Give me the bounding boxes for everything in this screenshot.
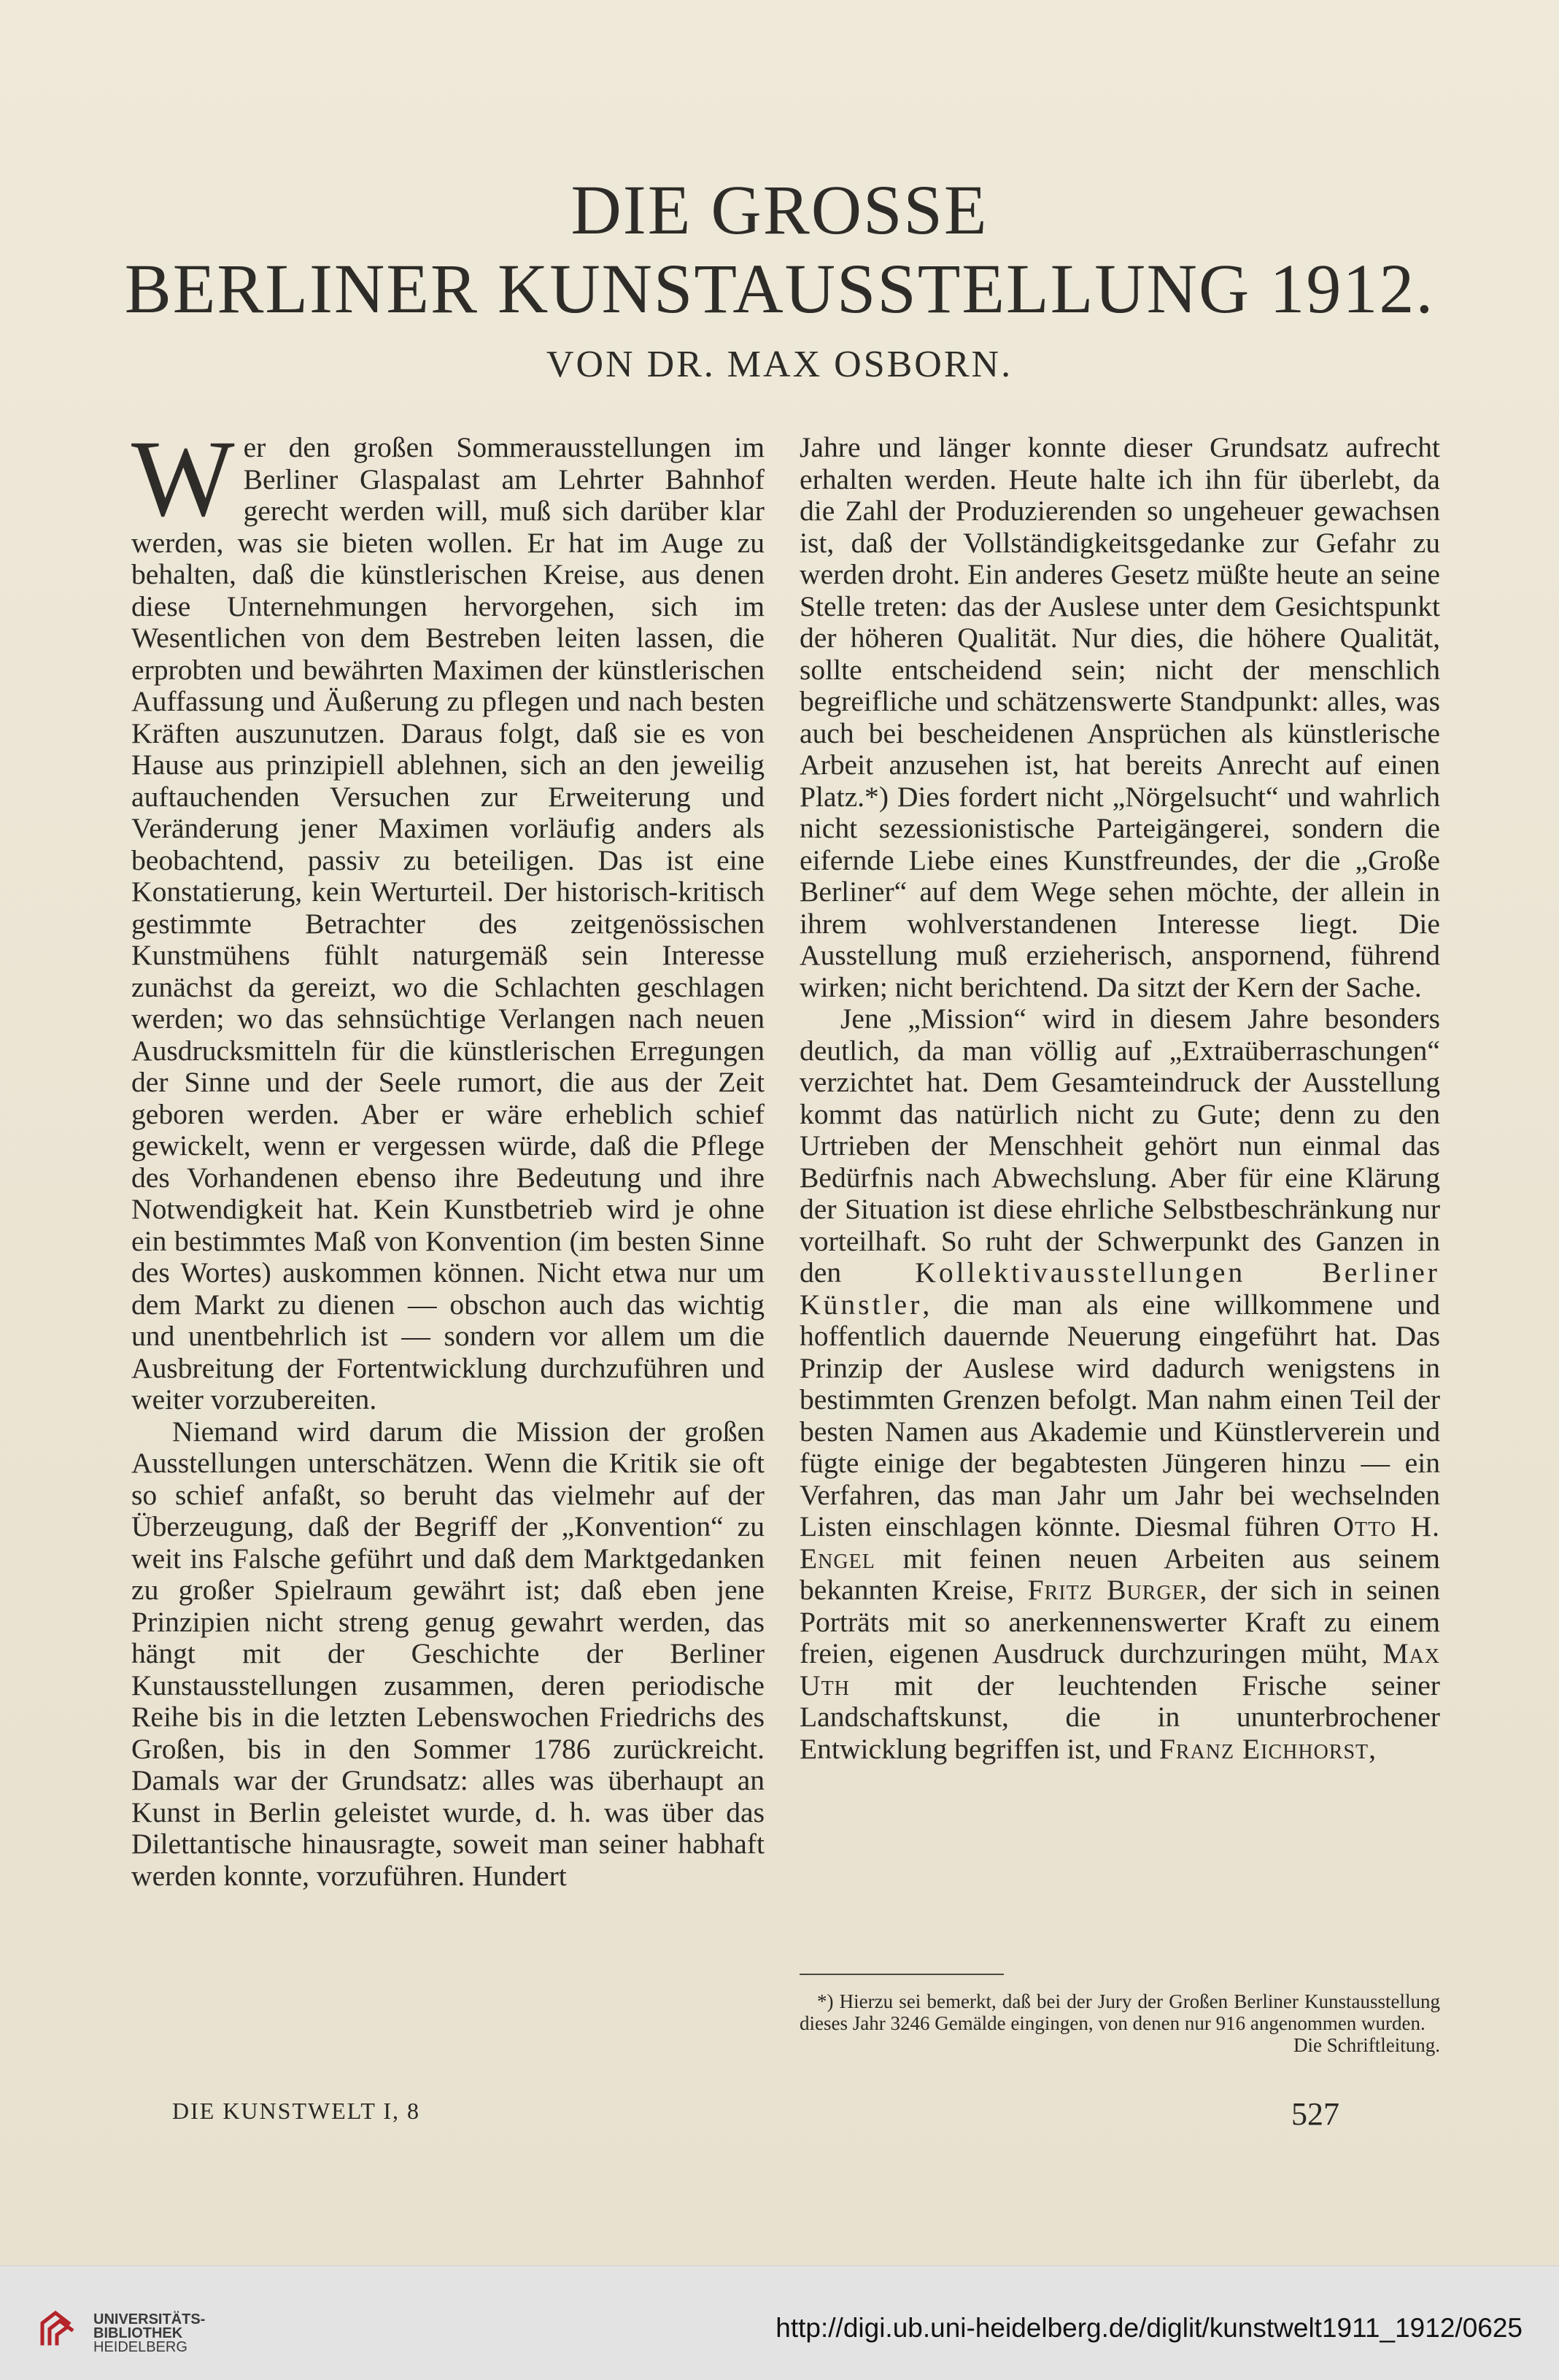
left-column <box>131 418 765 1892</box>
footnote-signature: Die Schriftleitung. <box>1293 2034 1440 2056</box>
right-column <box>800 432 1440 1765</box>
footnote-rule <box>800 1974 1004 1975</box>
paragraph-text: mit der leuchtenden Frische seiner Landschaftskunst, die in ununterbrochener Entwicklung begriffen ist, und <box>800 1669 1440 1765</box>
artist-name: Fritz Burger <box>1027 1574 1200 1606</box>
running-footer: DIE KUNSTWELT I, 8 <box>172 2098 420 2124</box>
spaced-emphasis: Kollektivausstellungen Berliner Künstler <box>800 1256 1440 1321</box>
library-name-line: BIBLIOTHEK <box>93 2325 183 2341</box>
page-number: 527 <box>1291 2096 1339 2132</box>
library-name-line: HEIDELBERG <box>93 2339 187 2355</box>
footnote <box>800 1990 1440 2056</box>
paragraph <box>800 1003 1440 1765</box>
paragraph-text: , der sich in seinen Porträts mit so anerkennenswerter Kraft zu einem freien, eigenen Ausdruck durchzuringen müht, <box>800 1574 1440 1669</box>
library-name[interactable] <box>93 2313 205 2354</box>
article-title-line1: DIE GROSSE <box>570 171 989 249</box>
article-title-line2: BERLINER KUNSTAUSSTELLUNG 1912. <box>124 250 1435 328</box>
library-name-line: UNIVERSITÄTS- <box>93 2311 206 2327</box>
artist-name: Max Uth <box>800 1637 1440 1701</box>
permalink-url[interactable]: http://digi.ub.uni-heidelberg.de/diglit/kunstwelt1911_1912/0625 <box>775 2313 1523 2343</box>
paragraph <box>131 418 765 1416</box>
artist-name: Otto H. Engel <box>800 1510 1440 1575</box>
paragraph-text: Jene „Mission“ wird in diesem Jahre besonders deutlich, da man völlig auf „Extraüberraschungen“ verzichtet hat. Dem Gesamteindruck der Ausstellung kommt das natürlich nicht zu Gute; denn zu den Urtrieben der Menschheit gehört nun einmal das Bedürfnis nach Abwechslung. Aber für eine Klärung der Situation ist diese ehrliche Selbstbeschränkung nur vorteilhaft. So ruht der Schwerpunkt des Ganzen in den <box>800 1002 1440 1288</box>
paragraph-text: mit feinen neuen Arbeiten aus seinem bekannten Kreise, <box>800 1542 1440 1606</box>
paragraph-text: , <box>1369 1732 1377 1765</box>
ub-heidelberg-logo-icon[interactable] <box>35 2307 79 2351</box>
paragraph: Niemand wird darum die Mission der großen Ausstellungen unterschätzen. Wenn die Kritik sie oft so schief anfaßt, so beruht das vielmehr auf der Überzeugung, daß der Begriff der „Konvention“ zu weit ins Falsche geführt und daß dem Marktgedanken zu großer Spielraum gewährt ist; daß eben jene Prinzipien nicht streng genug gewahrt werden, das hängt mit der Geschichte der Berliner Kunstausstellungen zusammen, deren periodische Reihe bis in die letzten Lebenswochen Friedrichs des Großen, bis in den Sommer 1786 zurückreicht. Damals war der Grundsatz: alles was überhaupt an Kunst in Berlin geleistet wurde, d. h. was über das Dilettantische hinausragte, soweit man seiner habhaft werden konnte, vorzuführen. Hundert <box>131 1415 765 1892</box>
paragraph: Jahre und länger konnte dieser Grundsatz aufrecht erhalten werden. Heute halte ich ihn für überlebt, da die Zahl der Produzierenden so ungeheuer gewachsen ist, daß der Vollständigkeitsgedanke zur Gefahr zu werden droht. Ein anderes Gesetz müßte heute an seine Stelle treten: das der Auslese unter dem Gesichtspunkt der höheren Qualität. Nur dies, die höhere Qualität, sollte entscheidend sein; nicht der menschlich begreifliche und schätzenswerte Standpunkt: alles, was auch bei bescheidenen Ansprüchen als künstlerische Arbeit anzusehen ist, hat bereits Anrecht auf einen Platz.*) Dies fordert nicht „Nörgelsucht“ und wahrlich nicht sezessionistische Parteigängerei, sondern die eifernde Liebe eines Kunstfreundes, der die „Große Berliner“ auf dem Wege sehen möchte, der allein in ihrem wohlverstandenen Interesse liegt. Die Ausstellung muß erzieherisch, anspornend, führend wirken; nicht berichtend. Da sitzt der Kern der Sache. <box>800 431 1440 1003</box>
footnote-text: *) Hierzu sei bemerkt, daß bei der Jury der Großen Berliner Kunstausstellung dieses Jahr 3246 Gemälde eingingen, von denen nur 916 angenommen wurden. <box>800 1990 1440 2034</box>
artist-name: Franz Eichhorst <box>1158 1732 1369 1765</box>
paragraph-text: er den großen Sommerausstellungen im Berliner Glaspalast am Lehrter Bahnhof gerecht werden will, muß sich darüber klar werden, was sie bieten wollen. Er hat im Auge zu behalten, daß die künstlerischen Kreise, aus denen diese Unternehmungen hervorgehen, sich im Wesentlichen von dem Bestreben leiten lassen, die erprobten und bewährten Maximen der künstlerischen Auffassung und Äußerung zu pflegen und nach besten Kräften auszunutzen. Daraus folgt, daß sie es von Hause aus prinzipiell ablehnen, sich an den jeweilig auftauchenden Versuchen zur Erweiterung und Veränderung jener Maximen vorläufig anders als beobachtend, passiv zu beteiligen. Das ist eine Konstatierung, kein Werturteil. Der historisch-kritisch gestimmte Betrachter des zeitgenössischen Kunstmühens fühlt naturgemäß sein Interesse zunächst da gereizt, wo die Schlachten geschlagen werden; wo das sehnsüchtige Verlangen nach neuen Ausdrucksmitteln für die künstlerischen Erregungen der Sinne und der Seele rumort, die aus der Zeit geboren werden. Aber er wäre erheblich schief gewickelt, wenn er vergessen würde, daß die Pflege des Vorhandenen ebenso ihre Bedeutung und ihre Notwendigkeit hat. Kein Kunstbetrieb wird je ohne ein bestimmtes Maß von Konvention (im besten Sinne des Wortes) auskommen können. Nicht etwa nur um dem Markt zu dienen — obschon auch das wichtig und unentbehrlich ist — sondern vor allem um die Ausbreitung der Fortentwicklung durchzuführen und weiter vorzubereiten. <box>131 431 765 1415</box>
paragraph-text: , die man als eine willkommene und hoffentlich dauernde Neuerung eingeführt hat. Das Prinzip der Auslese wird dadurch wenigstens in bestimmten Grenzen befolgt. Man nahm einen Teil der besten Namen aus Akademie und Künstlerverein und fügte einige der begabtesten Jüngeren hinzu — ein Verfahren, das man Jahr um Jahr bei wechselnden Listen einschlagen könnte. Diesmal führen <box>800 1288 1440 1542</box>
viewer-footer-bar <box>0 2265 1559 2380</box>
drop-cap: W <box>131 418 235 539</box>
article-author: VON DR. MAX OSBORN. <box>546 344 1013 385</box>
